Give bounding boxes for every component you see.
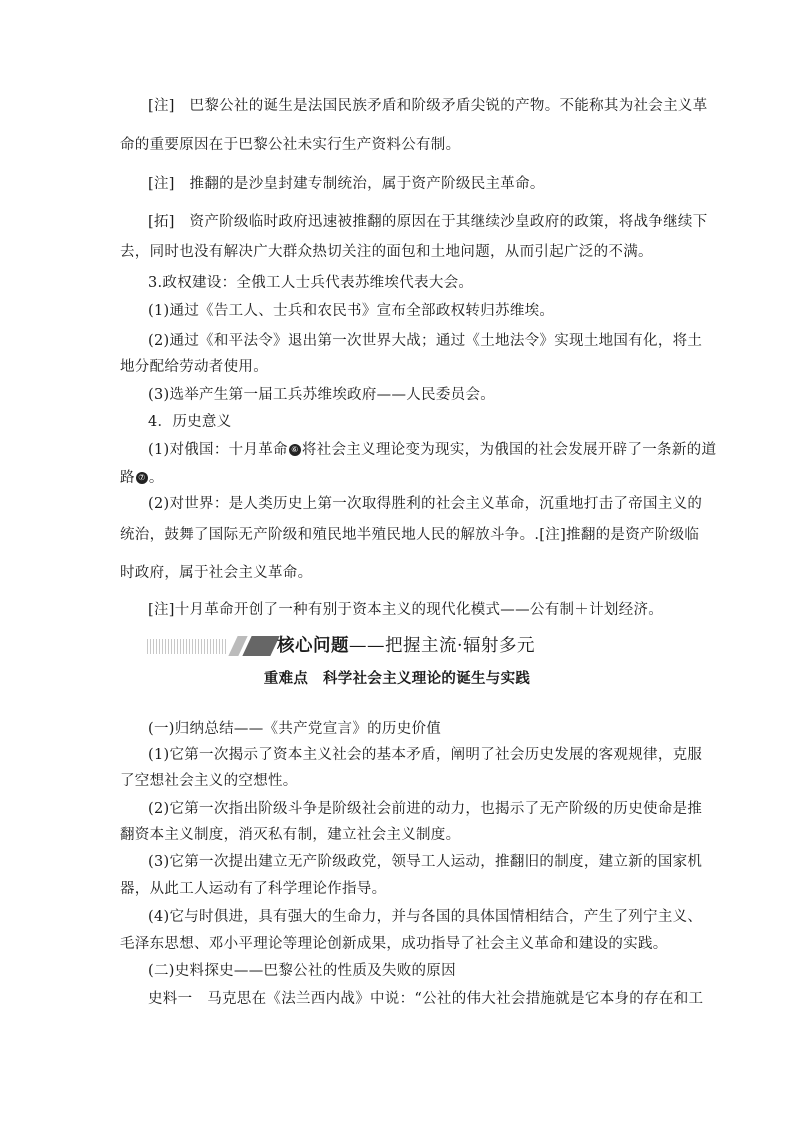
list-item-3: (3)选举产生第一届工兵苏维埃政府——人民委员会。: [148, 387, 496, 403]
manifesto-item-2-cont: 翻资本主义制度，消灭私有制，建立社会主义制度。: [120, 827, 461, 843]
note-paris-commune-cont: 命的重要原因在于巴黎公社未实行生产资料公有制。: [120, 137, 461, 153]
note-october-revolution: [注]十月革命开创了一种有别于资本主义的现代化模式——公有制＋计划经济。: [148, 602, 664, 618]
banner-title: [277, 634, 535, 658]
significance-russia: [148, 441, 716, 459]
source-material-1: 史料一 马克思在《法兰西内战》中说：“公社的伟大社会措施就是它本身的存在和工: [148, 991, 704, 1007]
list-item-1: (1)通过《告工人、士兵和农民书》宣布全部政权转归苏维埃。: [148, 303, 555, 319]
significance-russia-text: 将社会主义理论变为现实，为俄国的社会发展开辟了一条新的道: [301, 442, 717, 458]
significance-russia-end: 路: [120, 470, 135, 486]
banner-slash-dark: [242, 636, 279, 656]
note-paris-commune: [注] 巴黎公社的诞生是法国民族矛盾和阶级矛盾尖锐的产物。不能称其为社会主义革: [148, 98, 708, 114]
manifesto-item-4: (4)它与时俱进，具有强大的生命力，并与各国的具体国情相结合，产生了列宁主义、: [148, 909, 703, 925]
section-political-construction: 3.政权建设：全俄工人士兵代表苏维埃代表大会。: [148, 275, 474, 291]
subsection-paris-commune: (二)史料探史——巴黎公社的性质及失败的原因: [148, 963, 456, 979]
section-historical-significance: 4．历史意义: [148, 414, 232, 430]
banner-stripe: [147, 639, 227, 654]
manifesto-item-3: (3)它第一次提出建立无产阶级政党，领导工人运动，推翻旧的制度，建立新的国家机: [148, 854, 703, 870]
significance-russia-cont: [120, 469, 164, 487]
extension-provisional-gov-cont: 去，同时也没有解决广大群众热切关注的面包和土地问题，从而引起广泛的不满。: [120, 244, 653, 260]
manifesto-item-1-cont: 了空想社会主义的空想性。: [120, 773, 298, 789]
extension-provisional-gov: [拓] 资产阶级临时政府迅速被推翻的原因在于其继续沙皇政府的政策，将战争继续下: [148, 214, 708, 230]
manifesto-item-3-cont: 器，从此工人运动有了科学理论作指导。: [120, 881, 387, 897]
footnote-marker-icon: ⑥: [289, 444, 301, 456]
manifesto-item-2: (2)它第一次指出阶级斗争是阶级社会前进的动力，也揭示了无产阶级的历史使命是推: [148, 801, 703, 817]
banner-keyword: 核心问题: [277, 636, 349, 656]
significance-world-cont: 统治，鼓舞了国际无产阶级和殖民地半殖民地人民的解放斗争。.[注]推翻的是资产阶级临: [120, 527, 700, 543]
banner-subtitle: ——把握主流·辐射多元: [349, 636, 536, 656]
significance-world-cont2: 时政府，属于社会主义革命。: [120, 565, 313, 581]
significance-world: (2)对世界：是人类历史上第一次取得胜利的社会主义革命，沉重地打击了帝国主义的: [148, 496, 703, 512]
list-item-2-cont: 地分配给劳动者使用。: [120, 359, 268, 375]
significance-russia-lead: (1)对俄国：十月革命: [148, 442, 288, 458]
section-heading: 重难点 科学社会主义理论的诞生与实践: [263, 670, 531, 687]
list-item-2: (2)通过《和平法令》退出第一次世界大战；通过《土地法令》实现土地国有化，将土: [148, 333, 703, 349]
manifesto-item-1: (1)它第一次揭示了资本主义社会的基本矛盾，阐明了社会历史发展的客观规律，克服: [148, 747, 703, 763]
footnote-marker-icon: ⑦: [136, 472, 148, 484]
significance-russia-period: 。: [148, 470, 164, 486]
note-overthrow-tsar: [注] 推翻的是沙皇封建专制统治，属于资产阶级民主革命。: [148, 176, 545, 192]
subsection-manifesto: (一)归纳总结——《共产党宣言》的历史价值: [148, 721, 442, 737]
section-banner: [147, 634, 677, 660]
manifesto-item-4-cont: 毛泽东思想、邓小平理论等理论创新成果，成功指导了社会主义革命和建设的实践。: [120, 936, 668, 952]
